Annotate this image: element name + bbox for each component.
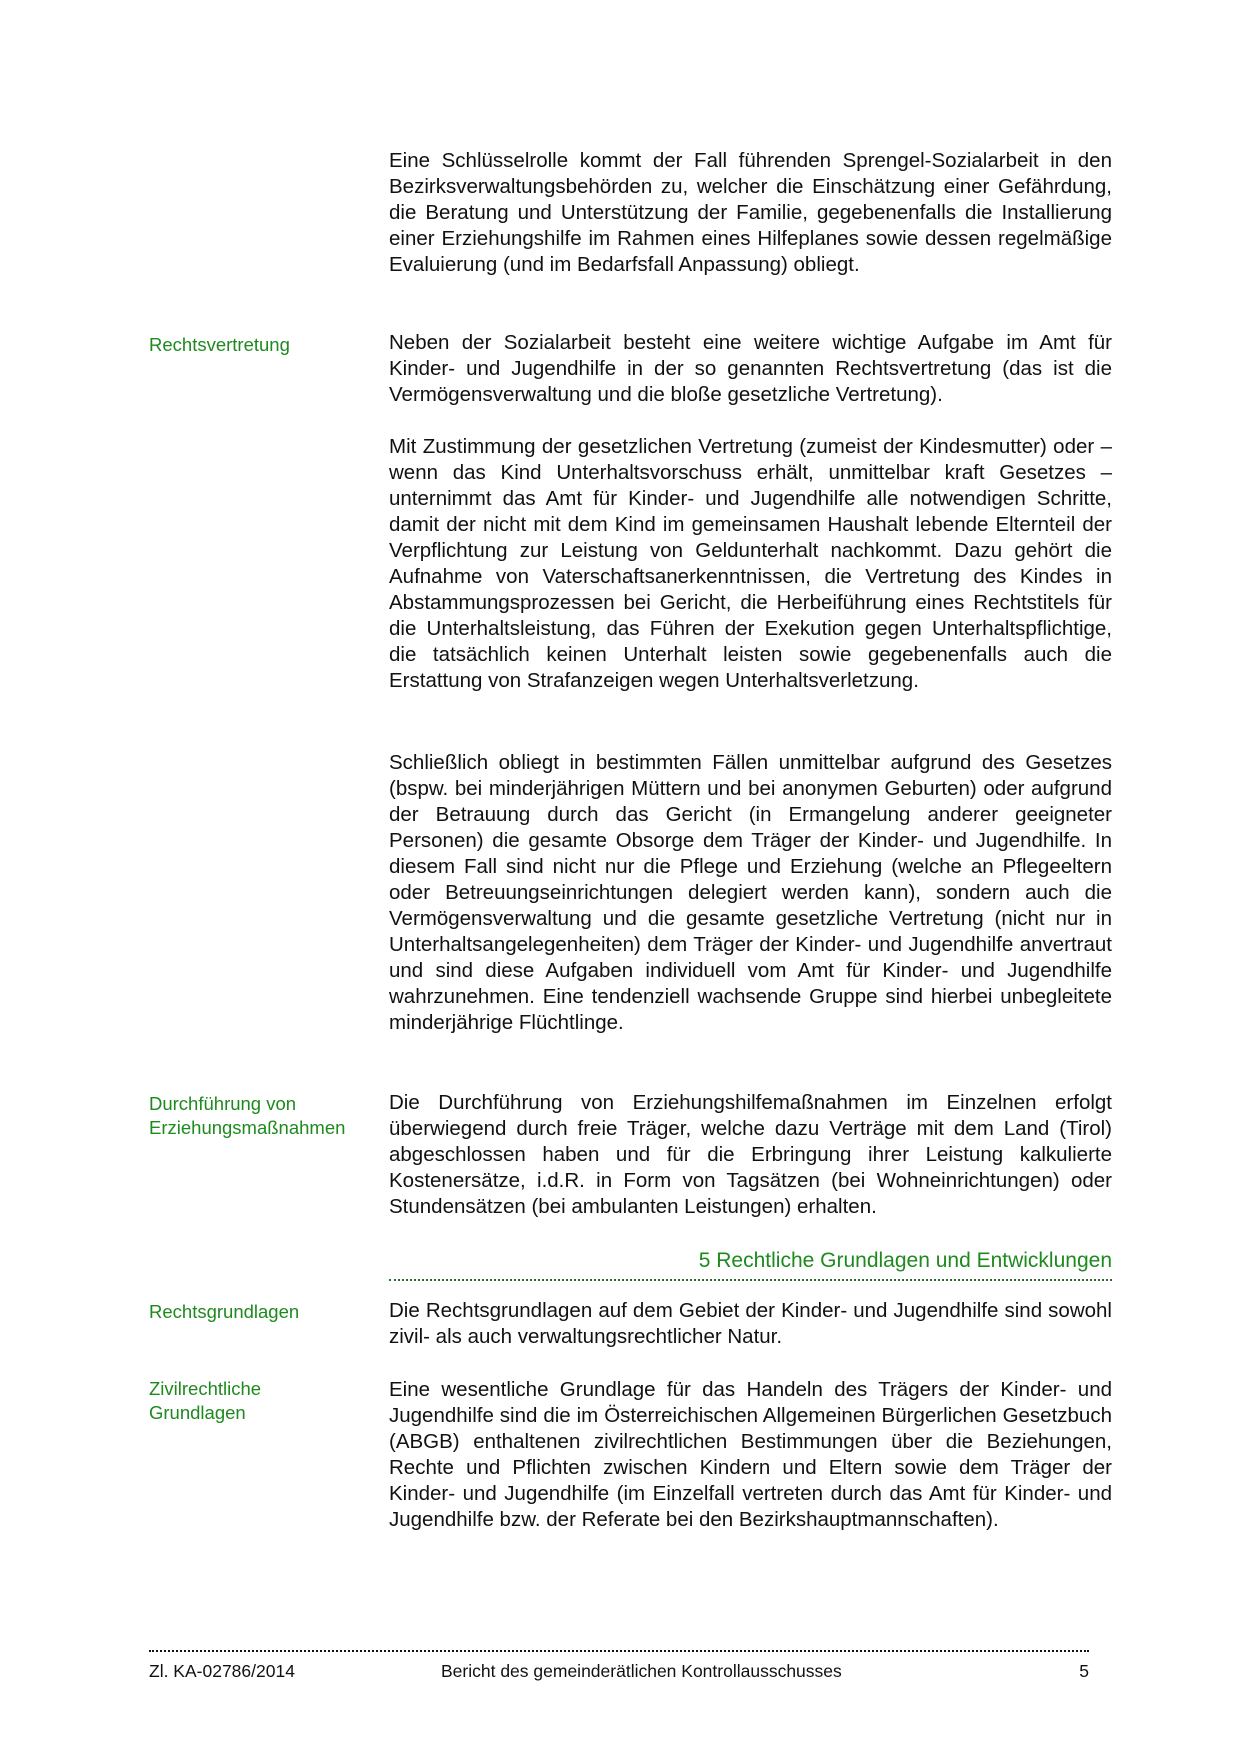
body-paragraph: Schließlich obliegt in bestimmten Fällen unmittelbar aufgrund des Gesetzes (bspw. bei minderjährigen Müttern und bei anonymen Geburten) oder aufgrund der Betrauung durch das Gericht (in Ermangelung anderer geeigneter Personen) die gesamte Obsorge dem Träger der Kinder- und Jugendhilfe. In diesem Fall sind nicht nur die Pflege und Erziehung (welche an Pflegeeltern oder Betreuungseinrichtungen delegiert werden kann), sondern auch die Vermögensverwaltung und die gesamte gesetzliche Vertretung (nicht nur in Unterhaltsangelegenheiten) dem Träger der Kinder- und Jugendhilfe anvertraut und sind diese Aufgaben individuell vom Amt für Kinder- und Jugendhilfe wahrzunehmen. Eine tendenziell wachsende Gruppe sind hierbei unbegleitete minderjährige Flüchtlinge. <box>389 751 1112 1034</box>
page-number: 5 <box>1079 1661 1089 1681</box>
chapter-heading: 5 Rechtliche Grundlagen und Entwicklungen <box>698 1249 1112 1272</box>
margin-label-zivilrechtliche-grundlagen: Zivilrechtliche Grundlagen <box>149 1378 262 1423</box>
paragraph-sprengel-sozialarbeit <box>389 148 1112 278</box>
document-reference: Zl. KA-02786/2014 <box>149 1661 295 1681</box>
body-paragraph: Neben der Sozialarbeit besteht eine weitere wichtige Aufgabe im Amt für Kinder- und Jugendhilfe in der so genannten Rechtsvertretung (das ist die Vermögensverwaltung und die bloße gesetzliche Vertretung). <box>389 331 1112 406</box>
body-paragraph: Eine wesentliche Grundlage für das Handeln des Trägers der Kinder- und Jugendhilfe sind die im Österreichischen Allgemeinen Bürgerlichen Gesetzbuch (ABGB) enthaltenen zivilrechtlichen Bestimmungen über die Beziehungen, Rechte und Pflichten zwischen Kindern und Eltern sowie dem Träger der Kinder- und Jugendhilfe (im Einzelfall vertreten durch das Amt für Kinder- und Jugendhilfe bzw. der Referate bei den Bezirkshauptmannschaften). <box>389 1378 1112 1531</box>
paragraph-rechtsvertretung <box>389 330 1112 408</box>
paragraph-zivilrechtliche-grundlagen <box>389 1377 1112 1533</box>
footer-rule <box>149 1650 1089 1652</box>
margin-label-rechtsgrundlagen: Rechtsgrundlagen <box>149 1301 300 1322</box>
margin-label-durchfuehrung: Durchführung von Erziehungsmaßnahmen <box>149 1093 346 1138</box>
paragraph-unterhalt <box>389 434 1112 694</box>
paragraph-durchfuehrung <box>389 1090 1112 1220</box>
body-paragraph: Die Rechtsgrundlagen auf dem Gebiet der Kinder- und Jugendhilfe sind sowohl zivil- als auch verwaltungsrechtlicher Natur. <box>389 1299 1112 1348</box>
report-title: Bericht des gemeinderätlichen Kontrollausschusses <box>441 1661 842 1681</box>
margin-label-rechtsvertretung: Rechtsvertretung <box>149 334 290 355</box>
body-paragraph: Die Durchführung von Erziehungshilfemaßnahmen im Einzelnen erfolgt überwiegend durch freie Träger, welche dazu Verträge mit dem Land (Tirol) abgeschlossen haben und für die Erbringung ihrer Leistung kalkulierte Kostenersätze, i.d.R. in Form von Tagsätzen (bei Wohneinrichtungen) oder Stundensätzen (bei ambulanten Leistungen) erhalten. <box>389 1091 1112 1218</box>
body-paragraph: Eine Schlüsselrolle kommt der Fall führenden Sprengel-Sozialarbeit in den Bezirksverwaltungsbehörden zu, welcher die Einschätzung einer Gefährdung, die Beratung und Unterstützung der Familie, gegebenenfalls die Installierung einer Erziehungshilfe im Rahmen eines Hilfeplanes sowie dessen regelmäßige Evaluierung (und im Bedarfsfall Anpassung) obliegt. <box>389 149 1112 276</box>
chapter-heading-rule <box>389 1279 1112 1281</box>
paragraph-rechtsgrundlagen <box>389 1298 1112 1350</box>
paragraph-obsorge <box>389 750 1112 1036</box>
body-paragraph: Mit Zustimmung der gesetzlichen Vertretung (zumeist der Kindesmutter) oder – wenn das Kind Unterhaltsvorschuss erhält, unmittelbar kraft Gesetzes – unternimmt das Amt für Kinder- und Jugendhilfe alle notwendigen Schritte, damit der nicht mit dem Kind im gemeinsamen Haushalt lebende Elternteil der Verpflichtung zur Leistung von Geldunterhalt nachkommt. Dazu gehört die Aufnahme von Vaterschaftsanerkenntnissen, die Vertretung des Kindes in Abstammungsprozessen bei Gericht, die Herbeiführung eines Rechtstitels für die Unterhaltsleistung, das Führen der Exekution gegen Unterhaltspflichtige, die tatsächlich keinen Unterhalt leisten sowie gegebenenfalls auch die Erstattung von Strafanzeigen wegen Unterhaltsverletzung. <box>389 435 1112 692</box>
